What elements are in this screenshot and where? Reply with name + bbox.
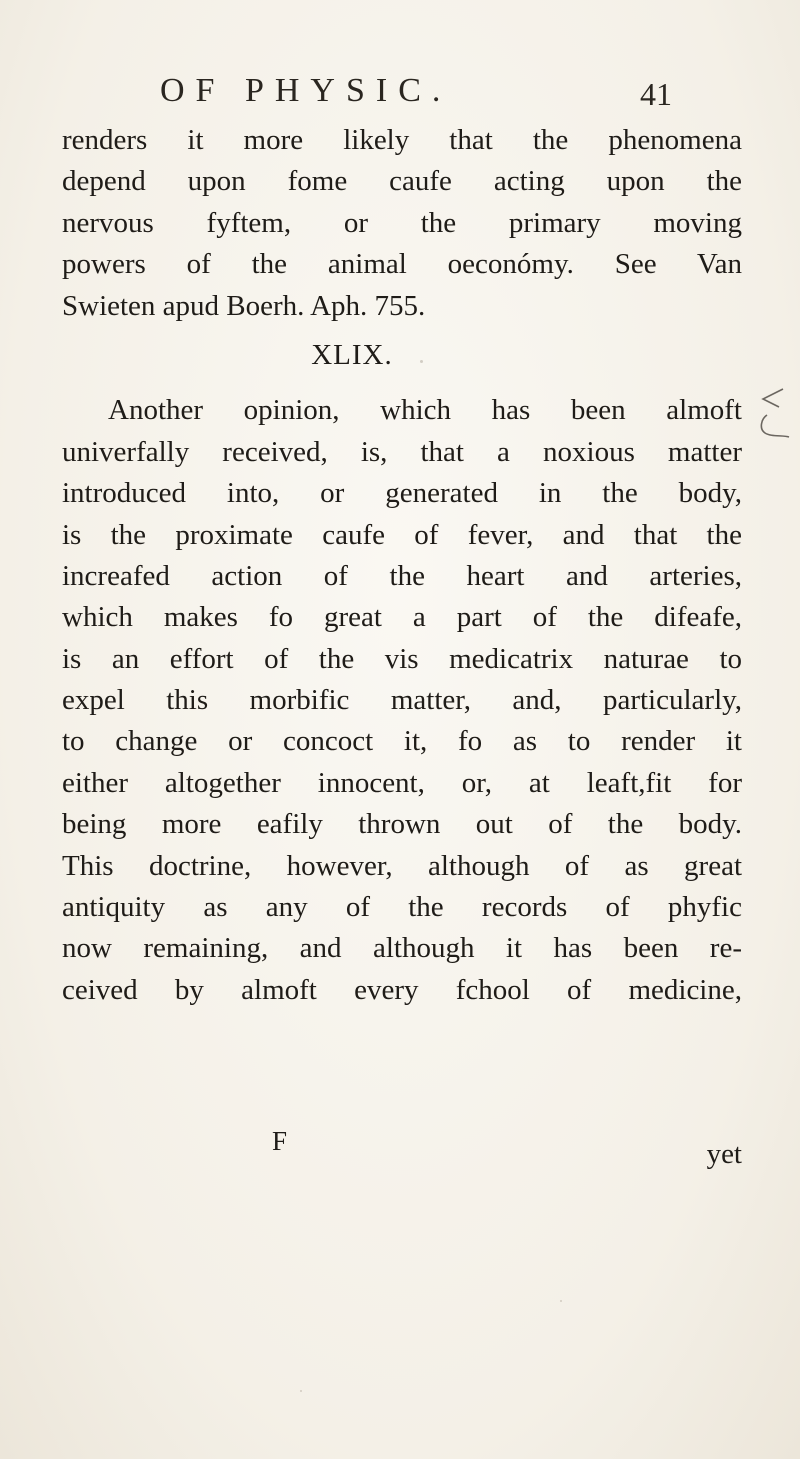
text-line: is an effort of the vis medicatrix naturae to — [62, 642, 742, 675]
text-line: univerfally received, is, that a noxious matter — [62, 435, 742, 468]
text-line: depend upon fome caufe acting upon the — [62, 165, 742, 198]
text-line: Swieten apud Boerh. Aph. 755. — [62, 289, 426, 322]
text-line: increafed action of the heart and arteries, — [62, 559, 742, 592]
body-text — [62, 120, 742, 1011]
text-line: powers of the animal oeconómy. See Van — [62, 248, 742, 281]
text-line: is the proximate caufe of fever, and that the — [62, 518, 742, 551]
section-number: XLIX. — [311, 338, 393, 371]
signature-mark: F — [272, 1126, 288, 1156]
text-line: nervous fyftem, or the primary moving — [62, 206, 742, 239]
page-footer — [62, 1126, 742, 1176]
text-line: now remaining, and although it has been re- — [62, 932, 742, 965]
paper-speck — [420, 360, 423, 363]
text-line: expel this morbific matter, and, particularly, — [62, 684, 742, 717]
margin-pencil-mark-icon — [755, 385, 795, 445]
paragraph-1 — [62, 120, 742, 327]
text-line: which makes fo great a part of the difeafe, — [62, 601, 742, 634]
paragraph-2 — [62, 390, 742, 1011]
catchword: yet — [706, 1138, 742, 1170]
text-line: ceived by almoft every fchool of medicine, — [62, 973, 742, 1006]
page-number: 41 — [640, 76, 672, 112]
paper-speck — [560, 1300, 562, 1302]
running-head: OF PHYSIC. — [160, 72, 452, 109]
text-line: to change or concoct it, fo as to render it — [62, 725, 742, 758]
text-line: either altogether innocent, or, at leaft,fit for — [62, 766, 742, 799]
text-line: being more eafily thrown out of the body. — [62, 808, 742, 841]
text-line: renders it more likely that the phenomena — [62, 124, 742, 156]
text-line: This doctrine, however, although of as great — [62, 849, 742, 882]
text-line: antiquity as any of the records of phyfic — [62, 891, 742, 924]
text-line: Another opinion, which has been almoft — [108, 394, 742, 427]
text-line: introduced into, or generated in the body, — [62, 477, 742, 510]
paper-speck — [300, 1390, 302, 1392]
